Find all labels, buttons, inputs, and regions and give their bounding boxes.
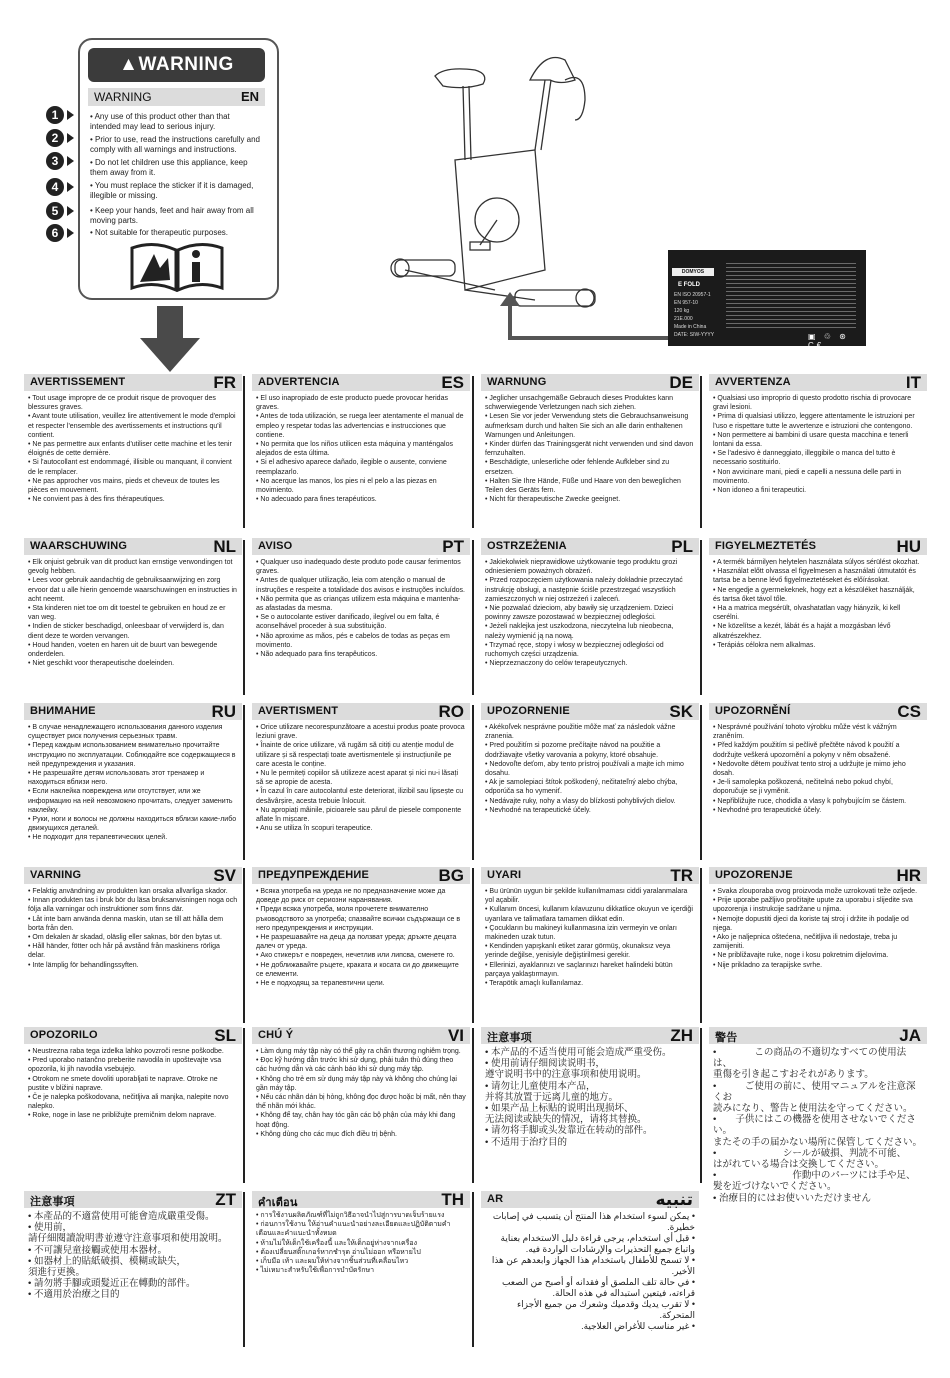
warning-item-1: • Any use of this product other than that intended may lead to serious injury. [90,112,230,131]
column-divider [472,705,474,860]
marker-arrow-icon [67,133,74,143]
section-header [24,867,242,884]
section-title: VARNING [30,869,82,881]
section-body: • Qualsiasi uso improprio di questo prodotto rischia di provocare gravi lesioni. • Prima di qualsiasi utilizzo, leggere attentamente le istruzioni per l'uso e rispettare tutte le avvertenze e istruzioni che contengono. • Non permettere ai bambini di usare questa macchina e tenerli lontani da essa. • Se l'adesivo è danneggiato, illeggibile o manca del tutto è necessario sostituirlo. • Non avvicinare mani, piedi e capelli a nessuna delle parti in movimento. • Non idoneo a fini terapeutici. [713,395,915,495]
warning-section [24,374,242,504]
warning-section [24,703,242,843]
section-body: • การใช้งานผลิตภัณฑ์ที่ไม่ถูกวิธีอาจนำไปสู่การบาดเจ็บร้ายแรง • ก่อนการใช้งาน ให้อ่านคำแนะนำอย่างละเอียดและปฏิบัติตามคำเตือนและคำแนะนำทั้งหมด • ห้ามไม่ให้เด็กใช้เครื่องนี้ และให้เด็กอยู่ห่างจากเครื่อง • ต้องเปลี่ยนสติ๊กเกอร์หากชำรุด อ่านไม่ออก หรือหายไป • เก็บมือ เท้า และผมให้ห่างจากชิ้นส่วนที่เคลื่อนไหว • ไม่เหมาะสำหรับใช้เพื่อการบำบัดรักษา [256,1212,451,1275]
warning-section [481,538,699,668]
product-label-line: 120 kg [674,308,690,314]
section-title: UPOZORNĚNÍ [715,705,791,717]
section-body: • Neustrezna raba tega izdelka lahko povzroči resne poškodbe. • Pred uporabo natančno preberite navodila in upoštevajte vsa opozorila, ki jih navodila vsebujejo. • Otrokom ne smete dovoliti uporabljati te naprave. Otroke ne pustite v bližini naprave. • Če je nalepka poškodovana, nečitljiva ali manjka, nalepite novo nalepko. • Roke, noge in lase ne približujte premičnim delom naprave. [28,1048,229,1120]
column-divider [243,705,245,860]
section-header [709,1027,927,1044]
section-language-code: ZH [670,1026,693,1045]
warning-section [481,1027,699,1148]
marker-1: 1 [46,106,64,124]
section-title: CHÚ Ý [258,1029,294,1041]
column-divider [472,868,474,1023]
section-language-code: SK [669,702,693,721]
section-language-code: ZT [215,1190,236,1209]
exercise-bike-illustration [385,40,615,330]
section-title: 警告 [715,1032,738,1044]
section-language-code: PT [442,537,464,556]
column-divider [243,1028,245,1183]
column-divider [472,1028,474,1183]
section-language-code: NL [213,537,236,556]
warning-section [481,703,699,815]
section-title: คำเตือน [258,1197,298,1209]
warning-item-3: • Do not let children use this appliance, keep them away from it. [90,158,248,177]
warning-item-5: • Keep your hands, feet and hair away from all moving parts. [90,206,254,225]
column-divider [700,1028,702,1183]
down-arrow-icon [140,306,200,374]
warning-section [252,1191,470,1275]
product-label-model: E FOLD [678,282,700,288]
section-body: • Akékoľvek nesprávne použitie môže mať za následok vážne zranenia. • Pred použitím si pozorne prečítajte návod na použitie a dodržiavajte všetky varovania a pokyny, ktoré obsahuje. • Nedovoľte deťom, aby tento prístroj používali a majte ich mimo dosahu. • Ak je samolepiaci štítok poškodený, nečitateľný alebo chýba, odporúča sa ho vymeniť. • Nedávajte ruky, nohy a vlasy do blízkosti pohyblivých dielov. • Nevhodné na terapeutické účely. [485,724,684,814]
section-language-code: ES [441,373,464,392]
section-header [252,374,470,391]
marker-arrow-icon [67,156,74,166]
warning-section [252,538,470,659]
section-header [24,1027,242,1044]
marker-5: 5 [46,202,64,220]
section-body: • A termék bármilyen helytelen használata súlyos sérülést okozhat. • Használat előtt olvassa el figyelmesen a használati útmutatót és tartsa be a benne lévő figyelmeztetéseket és előírásokat. • Ne engedje a gyermekeknek, hogy ezt a készüléket használják, és tartsa őket távol tőle. • Ha a matrica megsérült, olvashatatlan vagy hiányzik, ki kell cserélni. • Ne közelítse a kezét, lábát és a haját a mozgásban lévő alkatrészekhez. • Terápiás célokra nem alkalmas. [713,559,920,649]
section-header [709,538,927,555]
section-title: AR [487,1193,504,1205]
column-divider [700,540,702,695]
marker-arrow-icon [67,182,74,192]
section-body: • Svaka zlouporaba ovog proizvoda može uzrokovati teže ozljede. • Prije uporabe pažljivo pročitajte upute za uporabu i slijedite sva upozorenja i instrukcije sadržane u njima. • Nemojte dopustiti djeci da koriste taj stroj i držite ih podalje od njega. • Ako je naljepnica oštećena, nečitljiva ili nedostaje, treba ju zamijeniti. • Ne približavajte ruke, noge i kosu pokretnim dijelovima. • Nije prikladno za terapijske svrhe. [713,888,918,969]
section-language-code: RO [438,702,464,721]
section-title: OPOZORILO [30,1029,98,1041]
section-header [24,1191,242,1208]
section-title: 注意事項 [30,1196,75,1208]
product-label-fine-print [726,260,856,330]
warning-section [709,374,927,495]
section-body: • Nesprávné používání tohoto výrobku může vést k vážným zraněním. • Před každým použitím si pečlivě přečtěte návod k použití a dodržujte veškerá upozornění a pokyny v něm obsažené. • Nedovolte dětem používat tento stroj a udržujte je mimo jeho dosah. • Je-li samolepka poškozená, nečitelná nebo pokud chybí, doporučuje se ji vyměnit. • Nepřibližujte ruce, chodidla a vlasy k pohybujícím se částem. • Nevhodné pro terapeutické účely. [713,724,907,814]
section-title: UPOZORNENIE [487,705,570,717]
column-divider [243,1192,245,1347]
section-body: • Elk onjuist gebruik van dit product kan ernstige verwondingen tot gevolg hebben. • Lees voor gebruik aandachtig de gebruiksaanwijzing en zorg ervoor dat u alle hierin genoemde waarschuwingen en instructies in acht neemt. • Sta kinderen niet toe om dit toestel te gebruiken en houd ze er van weg. • Indien de sticker beschadigd, onleesbaar of verwijderd is, dan dient deze te worden vervangen. • Houd handen, voeten en haren uit de buurt van bewegende onderdelen. • Niet geschikt voor therapeutische doeleinden. [28,559,237,668]
product-label-line: EN ISO 20957-1 [674,292,711,298]
section-language-code: FR [213,373,236,392]
section-language-code: DE [669,373,693,392]
section-body: • Làm dụng máy tập này có thể gây ra chấn thương nghiêm trọng. • Đọc kỹ hướng dẫn trước khi sử dụng, phải tuân thủ đúng theo các hướng dẫn và các cảnh báo khi sử dụng máy tập. • Không cho trẻ em sử dụng máy tập này và không cho chúng lại gần máy tập. • Nếu các nhãn dán bị hỏng, không đọc được hoặc bị mất, nên thay thế nhãn mới khác. • Không để tay, chân hay tóc gần các bộ phận của máy khi đang hoạt động. • Không dùng cho các mục đích điều trị bệnh. [256,1048,466,1138]
read-manual-icon [130,240,225,292]
warning-card-lang-code: EN [240,89,259,104]
marker-4: 4 [46,178,64,196]
section-language-code: SV [213,866,236,885]
warning-section [252,703,470,833]
warning-section [24,867,242,970]
product-label [668,250,866,350]
section-body: • يمكن لسوء استخدام هذا المنتج أن يتسبب في إصابات خطيرة. • قبل أي استخدام، يرجى قراءة دليل الاستخدام بعناية واتباع جميع التحذيرات والإرشادات الواردة فيه. • لا تسمح للأطفال باستخدام هذا الجهاز وابعدهم عن هذا الأخير. • في حالة تلف الملصق أو فقدانه أو أصبح من الصعب قراءته، فيتعين استبداله في هذه الحالة. • لا تقرب يديك وقدميك وشعرك من جميع الأجزاء المتحركة. • غير مناسب للأغراض العلاجية. [491,1211,695,1331]
section-language-code: IT [905,373,921,392]
section-title: OSTRZEŻENIA [487,540,567,552]
section-title: AVVERTENZA [715,376,791,388]
marker-6: 6 [46,224,64,242]
column-divider [472,540,474,695]
section-header [709,374,927,391]
section-body: • Jakiekolwiek nieprawidłowe użytkowanie tego produktu grozi odniesieniem poważnych obrażeń. • Przed rozpoczęciem użytkowania należy dokładnie przeczytać instrukcję obsługi, a następnie ściśle przestrzegać wszystkich zamieszczonych w niej ostrzeżeń i zaleceń. • Nie pozwalać dzieciom, aby bawiły się urządzeniem. Dzieci powinny zawsze pozostawać w bezpiecznej odległości. • Jeżeli naklejka jest uszkodzona, nieczytelna lub nieobecna, należy wymienić ją na nową. • Trzymać ręce, stopy i włosy w bezpiecznej odległości od ruchomych części urządzenia. • Nieprzeznaczony do celów terapeutycznych. [485,559,683,668]
certification-marks-icon: ▣ ♲ ⊛ C€ [808,332,849,350]
section-title: WARNUNG [487,376,547,388]
warning-card [78,38,279,300]
section-language-code: CS [897,702,921,721]
section-title: UYARI [487,869,522,881]
section-header [252,703,470,720]
warning-section [481,867,699,988]
section-language-code: TH [441,1190,464,1209]
section-language-code: VI [447,1026,464,1045]
section-header [252,867,470,884]
section-language-code: JA [899,1026,921,1045]
section-title: AVERTISSEMENT [30,376,126,388]
section-header [481,538,699,555]
warning-section [252,867,470,988]
section-title: WAARSCHUWING [30,540,128,552]
warning-section [481,1191,699,1332]
marker-arrow-icon [67,228,74,238]
section-title: FIGYELMEZTETÉS [715,540,817,552]
section-header [252,538,470,555]
section-header [252,1027,470,1044]
section-body: • 本產品的不適當使用可能會造成嚴重受傷。 • 使用前， 請仔細閱讀說明書並遵守注意事項和使用說明。 • 不可讓兒童接觸或使用本器材。 • 如器材上的貼紙破損、模糊或缺失， 須進行更換。 • 請勿將手腳或頭髮近正在轉動的部件。 • 不適用於治療之目的 [28,1211,228,1301]
section-header [481,374,699,391]
section-body: • 本产品的不适当使用可能会造成严重受伤。 • 使用前请仔细阅读说明书， 遵守说明书中的注意事项和使用说明。 • 请勿让儿童使用本产品， 并将其放置于远离儿童的地方。 • 如果产品上标贴的说明出现损坏、 无法阅读或缺失的情况，请将其替换。 • 请勿将手脚或头发靠近在转动的部件。 • 不适用于治疗目的 [485,1047,672,1148]
product-label-line: Made in China [674,324,707,330]
section-body: • Всяка употреба на уреда не по предназначение може да доведе до риск от сериозни наранявания. • Преди всяка употреба, моля прочетете внимателно ръководството за употреба; спазвайте всички съдържащи се в него предупреждения и инструкции. • Не разрешавайте на деца да ползват уреда; дръжте децата далеч от уреда. • Ако стикерът е повреден, нечетлив или липсва, сменете го. • Не доближавайте ръцете, краката и косата си до движещите се елементи. • Не е подходящ за терапевтични цели. [256,888,461,988]
section-language-code: SL [214,1026,236,1045]
section-header [481,1027,699,1044]
warning-section [24,538,242,668]
section-title: ADVERTENCIA [258,376,340,388]
section-body: • Orice utilizare necorespunzătoare a acestui produs poate provoca leziuni grave. • Înainte de orice utilizare, vă rugăm să citiți cu atenție modul de utilizare și să respectați toate avertismentele și instrucțiunile pe care acesta le conține. • Nu le permiteți copiilor să utilizeze acest aparat și nici nu-i lăsați să se apropie de acesta. • În cazul în care autocolantul este deteriorat, ilizibil sau lipsește cu desăvârșire, acesta trebuie înlocuit. • Nu apropiați mâinile, picioarele sau părul de piesele componente aflate în mișcare. • Anu se utiliza în scopuri terapeutice. [256,724,465,833]
section-header [709,703,927,720]
section-header [481,1191,699,1208]
warning-card-header [88,48,265,82]
section-body: • El uso inapropiado de este producto puede provocar heridas graves. • Antes de toda utilización, se ruega leer atentamente el manual de empleo y respetar todas las advertencias e instrucciones que contiene. • No permita que los niños utilicen esta máquina y manténgalos alejados de esta última. • Si el adhesivo aparece dañado, ilegible o ausente, conviene reemplazarlo. • No acerque las manos, los pies ni el pelo a las piezas en movimiento. • No adecuado para fines terapéuticos. [256,395,464,504]
section-body: • Felaktig användning av produkten kan orsaka allvarliga skador. • Innan produkten tas i bruk bör du läsa bruksanvisningen noga och följa alla varningar och instruktioner som finns där. • Låt inte barn använda denna maskin, utan se till att hålla dem borta från den. • Om dekalen är skadad, oläslig eller saknas, bör den bytas ut. • Håll händer, fötter och hår på avstånd från maskinens rörliga delar. • Inte lämplig för behandlingssyften. [28,888,238,969]
section-header [252,1191,470,1208]
section-header [481,703,699,720]
product-label-brand: DOMYOS [672,268,714,276]
warning-section [709,538,927,650]
product-label-line: DATE: SIW-YYYY [674,332,715,338]
warning-card-language-bar [88,88,265,106]
section-language-code: HU [896,537,921,556]
section-header [24,703,242,720]
product-label-line: EN 957-10 [674,300,698,306]
warning-section [481,374,699,504]
section-body: • この商品の不適切なすべての使用法は、 重傷を引き起こすおそれがあります。 • ご使用の前に、使用マニュアルを注意深くお 読みになり、警告と使用法を守ってください。 • 子供にはこの機器を使用させないでください。 またその手の届かない場所に保管してください。 • シールが破損、判読不可能、 はがれている場合は交換してください。 • 作動中のパーツには手や足、 髪を近づけないでください。 • 治療目的にはお使いいただけません [713,1047,923,1204]
section-body: • Tout usage impropre de ce produit risque de provoquer des blessures graves. • Avant toute utilisation, veuillez lire attentivement le mode d'emploi et respecter l'ensemble des avertissements et instructions qu'il contient. • Ne pas permettre aux enfants d'utiliser cette machine et les tenir éloignés de cette dernière. • Si l'autocollant est endommagé, illisible ou manquant, il convient de le remplacer. • Ne pas approcher vos mains, pieds et cheveux de toutes les pièces en mouvement. • Ne convient pas à des fins thérapeutiques. [28,395,236,504]
section-language-code: HR [896,866,921,885]
section-header [24,538,242,555]
section-title: ПРЕДУПРЕЖДЕНИЕ [258,869,370,881]
column-divider [243,540,245,695]
column-divider [700,705,702,860]
section-language-code: PL [671,537,693,556]
section-body: • Qualquer uso inadequado deste produto pode causar ferimentos graves. • Antes de qualquer utilização, leia com atenção o manual de instruções e respeite a totalidade dos avisos e instruções incluídos. • Não permita que as crianças utilizem esta máquina e mantenha-as afastadas da mesma. • Se o autocolante estiver danificado, ilegível ou em falta, é aconselhável proceder à sua substituição. • Não aproxime as mãos, pés e cabelos de todas as peças em movimento. • Não adequado para fins terapêuticos. [256,559,465,659]
section-language-code: تنبيه [655,1190,693,1209]
warning-card-title: WARNING [138,54,234,75]
warning-triangle-icon: ▲ [119,54,139,75]
column-divider [243,868,245,1023]
section-header [481,867,699,884]
section-body: • Bu ürünün uygun bir şekilde kullanılmaması ciddi yaralanmalara yol açabilir. • Kullanım öncesi, kullanım kılavuzunu dikkatlice okuyun ve içerdiği uyarılara ve talimatlara tamamen dikkat edin. • Çocukların bu makineyi kullanmasına izin vermeyin ve onları makineden uzak tutun. • Kendinden yapışkanlı etiket zarar görmüş, okunaksız veya yerinde değilse, yenisiyle değiştirilmesi gerekir. • Ellerinizi, ayaklarınızı ve saçlarınızı hareket halindeki bütün parçaya yaklaştırmayın. • Terapötik amaçlı kullanılamaz. [485,888,693,988]
column-divider [472,376,474,528]
warning-section [709,867,927,970]
section-body: • В случае ненадлежащего использования данного изделия существует риск получения серьезных травм. • Перед каждым использованием внимательно прочитайте инструкцию по эксплуатации. Соблюдайте все содержащиеся в ней предупреждения и указания. • Не разрешайте детям использовать этот тренажер и находиться вблизи него. • Если наклейка повреждена или отсутствует, или же информацию на ней невозможно прочитать, следует заменить наклейку. • Руки, ноги и волосы не должны находиться вблизи какие-либо движущихся деталей. • Не подходит для терапевтических целей. [28,724,237,842]
marker-2: 2 [46,129,64,147]
column-divider [243,376,245,528]
section-language-code: BG [438,866,464,885]
section-language-code: TR [670,866,693,885]
product-label-line: 21E.000 [674,316,693,322]
warning-section [709,703,927,815]
section-language-code: RU [211,702,236,721]
warning-card-sub-title: WARNING [94,90,152,104]
marker-arrow-icon [67,206,74,216]
warning-section [709,1027,927,1204]
warning-section [252,374,470,504]
warning-section [24,1027,242,1121]
label-pointer-arrow-icon [500,290,670,350]
marker-3: 3 [46,152,64,170]
warning-item-4: • You must replace the sticker if it is damaged, illegible or missing. [90,181,254,200]
warning-item-6: • Not suitable for therapeutic purposes. [90,228,228,237]
column-divider [700,376,702,528]
column-divider [472,1192,474,1347]
warning-section [24,1191,242,1301]
section-title: AVISO [258,540,293,552]
section-body: • Jeglicher unsachgemäße Gebrauch dieses Produktes kann schwerwiegende Verletzungen nach sich ziehen. • Lesen Sie vor jeder Verwendung stets die Gebrauchsanweisung aufmerksam durch und halten Sie sich an alle darin enthaltenen Warnungen und Anleitungen. • Kinder dürfen das Trainingsgerät nicht verwenden und sind davon fernzuhalten. • Beschädigte, unleserliche oder fehlende Aufkleber sind zu ersetzen. • Halten Sie Ihre Hände, Füße und Haare von den beweglichen Teilen des Geräts fern. • Nicht für therapeutische Zwecke geeignet. [485,395,694,504]
section-title: AVERTISMENT [258,705,339,717]
column-divider [700,868,702,1023]
section-title: UPOZORENJE [715,869,793,881]
warning-item-2: • Prior to use, read the instructions carefully and comply with all warnings and instructions. [90,135,260,154]
section-header [24,374,242,391]
warning-section [252,1027,470,1139]
marker-arrow-icon [67,110,74,120]
section-header [709,867,927,884]
section-title: ВНИМАНИЕ [30,705,96,717]
section-title: 注意事项 [487,1032,532,1044]
